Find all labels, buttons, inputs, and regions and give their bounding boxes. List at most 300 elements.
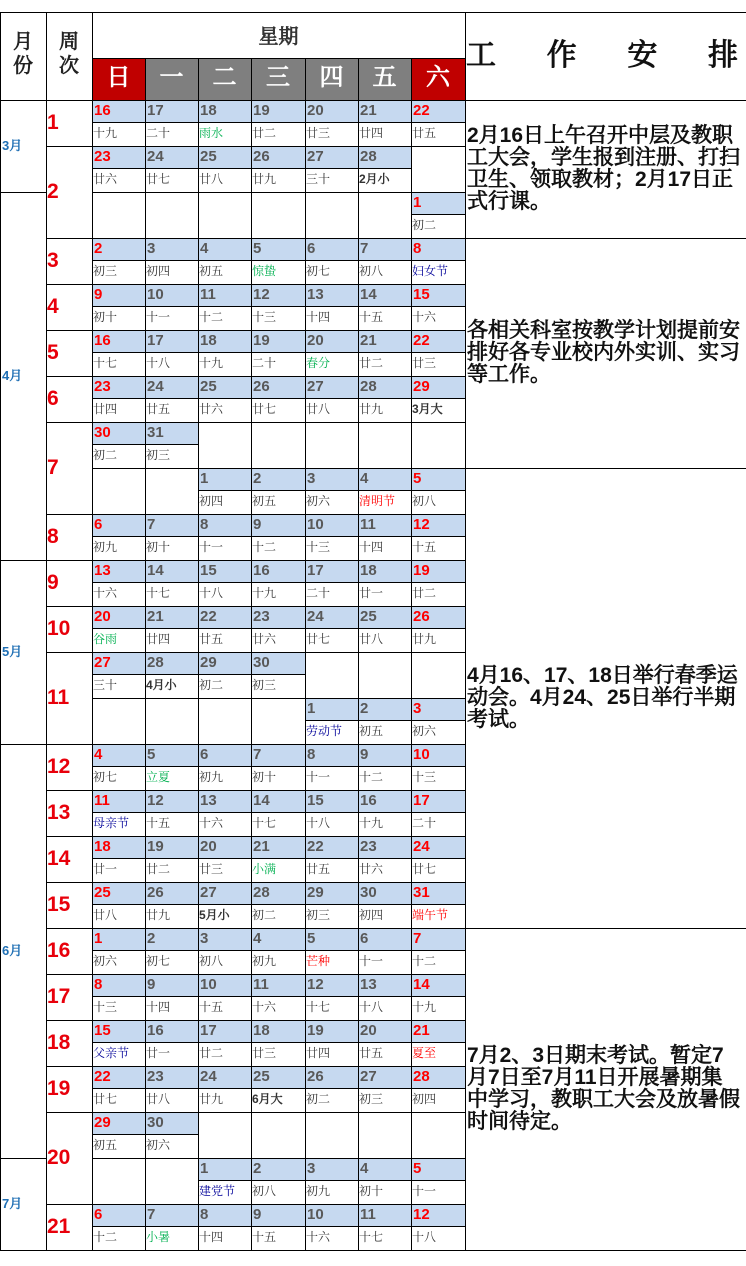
grid-line [145,1088,199,1089]
lunar-date: 廿二 [146,862,171,876]
lunar-date: 初五 [359,724,384,738]
grid-line [145,306,199,307]
lunar-date: 初四 [146,264,171,278]
grid-line [92,812,146,813]
lunar-date: 十五 [146,816,171,830]
grid-line [358,904,412,905]
grid-line [92,514,466,515]
lunar-date: 初七 [93,770,118,784]
date-number: 27 [305,376,358,398]
plan-title-char: 作 [546,39,577,72]
week-number: 5 [47,341,59,364]
grid-line [251,766,306,767]
grid-line [46,928,93,929]
date-number: 26 [145,882,198,904]
grid-line [251,1180,306,1181]
grid-line [92,238,466,239]
lunar-date: 夏至 [412,1046,437,1060]
grid-line [251,812,306,813]
date-number: 17 [198,1020,251,1042]
date-number: 18 [92,836,145,858]
grid-line [198,1226,252,1227]
grid-line [92,398,146,399]
lunar-date: 廿五 [146,402,171,416]
date-number: 17 [305,560,358,582]
grid-line [305,996,359,997]
lunar-date: 十三 [306,540,331,554]
date-number: 10 [305,514,358,536]
date-number: 9 [145,974,198,996]
grid-line [411,1088,466,1089]
lunar-date: 廿九 [252,172,277,186]
grid-line [198,674,252,675]
date-number: 12 [411,1204,465,1226]
lunar-date: 十七 [306,1000,331,1014]
lunar-date: 廿七 [146,172,171,186]
lunar-date: 十六 [252,1000,277,1014]
date-number: 9 [251,1204,305,1226]
lunar-date: 三十 [306,172,331,186]
grid-line [92,306,146,307]
date-number: 3 [198,928,251,950]
week-number: 17 [47,985,71,1008]
school-calendar [0,12,746,1252]
date-number: 14 [358,284,411,306]
grid-line [92,1134,146,1135]
lunar-date: 十九 [199,356,224,370]
grid-line [465,1250,746,1251]
lunar-date: 初十 [359,1184,384,1198]
grid-line [251,306,306,307]
work-plan-text: 7月2、3日期末考试。暂定7月7日至7月11日开展暑期集中学习，教职工大会及放暑假时间待定。 [467,1044,740,1133]
lunar-date: 初九 [93,540,118,554]
grid-line [92,168,146,169]
grid-line [145,168,199,169]
grid-line [465,928,746,929]
date-number: 7 [145,1204,198,1226]
weekday-header: 三 [251,58,305,100]
date-number: 15 [411,284,465,306]
grid-line [0,12,1,1251]
grid-line [358,398,412,399]
lunar-date: 建党节 [199,1184,236,1198]
lunar-date: 初六 [306,494,331,508]
date-number: 22 [92,1066,145,1088]
lunar-date: 初八 [412,494,437,508]
grid-line [198,168,252,169]
lunar-date: 二十 [412,816,437,830]
lunar-date: 廿五 [199,632,224,646]
date-number: 18 [358,560,411,582]
date-number: 7 [411,928,465,950]
date-number: 27 [92,652,145,674]
grid-line [198,260,252,261]
grid-line [358,1088,412,1089]
grid-line [411,122,466,123]
grid-line [0,192,47,193]
grid-line [92,12,93,1251]
grid-line [92,882,466,883]
date-number: 25 [251,1066,305,1088]
week-number: 16 [47,939,71,962]
grid-line [358,168,412,169]
lunar-date: 廿三 [199,862,224,876]
grid-line [198,858,252,859]
grid-line [92,836,466,837]
date-number: 24 [411,836,465,858]
date-number: 28 [145,652,198,674]
date-number: 3 [411,698,465,720]
lunar-date: 十一 [412,1184,437,1198]
date-number: 2 [251,1158,305,1180]
grid-line [198,582,252,583]
month-label: 6月 [2,943,23,958]
date-number: 14 [251,790,305,812]
date-number: 6 [92,1204,145,1226]
date-number: 31 [411,882,465,904]
lunar-date: 十三 [93,1000,118,1014]
lunar-date: 廿一 [93,862,118,876]
grid-line [251,168,306,169]
date-number: 16 [92,330,145,352]
date-number: 16 [145,1020,198,1042]
grid-line [46,1204,93,1205]
date-number: 21 [358,330,411,352]
lunar-date: 初五 [252,494,277,508]
lunar-date: 十二 [199,310,224,324]
grid-line [145,858,199,859]
lunar-date: 廿八 [306,402,331,416]
lunar-date: 初九 [199,770,224,784]
work-plan [467,468,743,928]
date-number: 11 [358,514,411,536]
lunar-date: 廿四 [146,632,171,646]
grid-line [198,1042,252,1043]
grid-line [251,536,306,537]
week-number: 18 [47,1031,71,1054]
lunar-date: 十五 [252,1230,277,1244]
date-number: 15 [305,790,358,812]
lunar-date: 初二 [199,678,224,692]
lunar-date: 十二 [252,540,277,554]
grid-line [46,376,93,377]
lunar-date: 十三 [412,770,437,784]
grid-line [358,858,412,859]
grid-line [46,1112,93,1113]
grid-line [251,1226,306,1227]
date-number: 26 [411,606,465,628]
lunar-date: 十三 [252,310,277,324]
date-number: 4 [358,1158,411,1180]
lunar-date: 十二 [93,1230,118,1244]
grid-line [92,330,466,331]
grid-line [411,1226,466,1227]
grid-line [198,398,252,399]
plan-title-char: 工 [466,39,496,72]
date-number: 22 [305,836,358,858]
grid-line [305,1088,359,1089]
grid-line [251,950,306,951]
lunar-date: 初八 [359,264,384,278]
grid-line [92,628,146,629]
lunar-date: 劳动节 [306,724,343,738]
lunar-date: 清明节 [359,494,396,508]
lunar-date: 廿七 [93,1092,118,1106]
lunar-date: 廿一 [359,586,384,600]
lunar-date: 妇女节 [412,264,449,278]
plan-title [466,36,738,76]
date-number: 1 [198,468,251,490]
grid-line [411,858,466,859]
date-number: 19 [411,560,465,582]
grid-line [46,652,93,653]
grid-line [251,674,306,675]
lunar-date: 十一 [306,770,331,784]
weekday-header: 四 [305,58,358,100]
lunar-date: 小暑 [146,1230,171,1244]
lunar-date: 廿八 [359,632,384,646]
weekday-header: 六 [411,58,465,100]
grid-line [92,766,146,767]
lunar-date: 十五 [359,310,384,324]
date-number: 5 [411,468,465,490]
week-number: 19 [47,1077,71,1100]
grid-line [145,1042,199,1043]
week-number: 4 [47,295,59,318]
work-plan [467,928,743,1250]
lunar-date: 初五 [199,264,224,278]
lunar-date: 廿六 [359,862,384,876]
month-label: 4月 [2,368,23,383]
date-number: 30 [145,1112,198,1134]
lunar-date: 春分 [306,356,331,370]
grid-line [198,352,252,353]
month-column-header: 月份 [13,31,33,77]
date-number: 28 [358,376,411,398]
work-plan-text: 各相关科室按教学计划提前安排好各专业校内外实训、实习等工作。 [467,319,740,386]
grid-line [145,628,199,629]
grid-line [358,536,412,537]
date-number: 4 [92,744,145,766]
date-number: 10 [198,974,251,996]
grid-line [92,1158,466,1159]
grid-line [198,536,252,537]
lunar-date: 初九 [306,1184,331,1198]
grid-line [411,490,466,491]
grid-line [92,858,146,859]
lunar-date: 廿二 [199,1046,224,1060]
grid-line [145,812,199,813]
weekday-header: 一 [145,58,198,100]
date-number: 13 [358,974,411,996]
grid-line [92,1088,146,1089]
date-number: 23 [358,836,411,858]
grid-line [411,812,466,813]
lunar-date: 初七 [306,264,331,278]
lunar-date: 十二 [359,770,384,784]
grid-line [198,306,252,307]
grid-line [305,720,359,721]
grid-line [145,674,199,675]
date-number: 2 [145,928,198,950]
grid-line [358,1180,412,1181]
date-number: 13 [305,284,358,306]
date-number: 8 [305,744,358,766]
grid-line [411,1042,466,1043]
grid-line [145,1226,199,1227]
grid-line [198,490,252,491]
grid-line [92,904,146,905]
grid-line [305,582,359,583]
grid-line [145,398,199,399]
grid-line [92,1020,466,1021]
grid-line [0,12,746,13]
date-number: 21 [251,836,305,858]
grid-line [46,974,93,975]
lunar-date: 谷雨 [93,632,118,646]
lunar-date: 廿九 [146,908,171,922]
lunar-date: 十八 [306,816,331,830]
grid-line [145,444,199,445]
date-number: 19 [251,330,305,352]
lunar-date: 初三 [359,1092,384,1106]
date-number: 11 [198,284,251,306]
week-number: 12 [47,755,71,778]
grid-line [145,352,199,353]
week-number: 8 [47,525,59,548]
lunar-date: 十八 [146,356,171,370]
grid-line [358,122,412,123]
date-number: 6 [358,928,411,950]
grid-line [46,882,93,883]
lunar-date: 十四 [146,1000,171,1014]
date-number: 3 [305,468,358,490]
date-number: 27 [358,1066,411,1088]
date-number: 19 [251,100,305,122]
grid-line [92,536,146,537]
grid-line [92,974,466,975]
grid-line [92,606,466,607]
date-number: 6 [92,514,145,536]
lunar-date: 十一 [199,540,224,554]
lunar-date: 惊蛰 [252,264,277,278]
date-number: 9 [358,744,411,766]
grid-line [46,238,93,239]
lunar-date: 十五 [199,1000,224,1014]
grid-line [251,996,306,997]
week-number: 2 [47,180,59,203]
grid-line [411,352,466,353]
grid-line [305,306,359,307]
lunar-date: 廿二 [412,586,437,600]
grid-line [92,1204,466,1205]
week-number: 13 [47,801,71,824]
week-number: 1 [47,111,59,134]
lunar-date: 二十 [306,586,331,600]
date-number: 30 [251,652,305,674]
grid-line [92,996,146,997]
week-number: 20 [47,1146,71,1169]
lunar-date: 廿四 [359,126,384,140]
lunar-date: 初七 [146,954,171,968]
lunar-date: 初十 [252,770,277,784]
grid-line [305,260,359,261]
lunar-date: 十八 [412,1230,437,1244]
lunar-date: 十九 [412,1000,437,1014]
grid-line [251,398,306,399]
date-number: 9 [92,284,145,306]
date-number: 20 [358,1020,411,1042]
date-number: 27 [198,882,251,904]
lunar-date: 初九 [252,954,277,968]
grid-line [358,950,412,951]
week-number: 15 [47,893,71,916]
grid-line [46,284,93,285]
grid-line [92,146,466,147]
date-number: 12 [145,790,198,812]
grid-line [46,514,93,515]
grid-line [46,606,93,607]
grid-line [305,490,359,491]
date-number: 3 [305,1158,358,1180]
grid-line [465,468,746,469]
grid-line [92,1066,466,1067]
grid-line [198,812,252,813]
grid-line [198,628,252,629]
lunar-date: 雨水 [199,126,224,140]
lunar-date: 母亲节 [93,816,130,830]
grid-line [92,284,466,285]
grid-line [145,536,199,537]
grid-line [411,214,466,215]
date-number: 8 [198,1204,251,1226]
grid-line [358,490,412,491]
lunar-date: 初二 [252,908,277,922]
date-number: 8 [411,238,465,260]
date-number: 2 [251,468,305,490]
date-number: 25 [358,606,411,628]
grid-line [465,238,746,239]
date-number: 28 [358,146,411,168]
lunar-date: 十六 [306,1230,331,1244]
grid-line [251,260,306,261]
date-number: 5 [251,238,305,260]
lunar-date: 十九 [252,586,277,600]
date-number: 12 [411,514,465,536]
date-number: 8 [92,974,145,996]
grid-line [251,490,306,491]
grid-line [145,582,199,583]
date-number: 22 [411,100,465,122]
lunar-date: 廿九 [199,1092,224,1106]
lunar-date: 初三 [252,678,277,692]
grid-line [251,1088,306,1089]
lunar-date: 初三 [93,264,118,278]
grid-line [198,766,252,767]
grid-line [92,928,466,929]
lunar-date: 父亲节 [93,1046,130,1060]
work-plan-text: 2月16日上午召开中层及教职工大会，学生报到注册、打扫卫生、领取教材；2月17日正式行课。 [467,124,740,213]
work-plan-text: 4月16、17、18日举行春季运动会。4月24、25日举行半期考试。 [467,664,738,731]
grid-line [92,1112,466,1113]
grid-line [145,766,199,767]
grid-line [92,790,466,791]
lunar-date: 芒种 [306,954,331,968]
lunar-date: 十一 [359,954,384,968]
date-number: 20 [305,330,358,352]
grid-line [251,58,252,1251]
lunar-date: 廿六 [93,172,118,186]
